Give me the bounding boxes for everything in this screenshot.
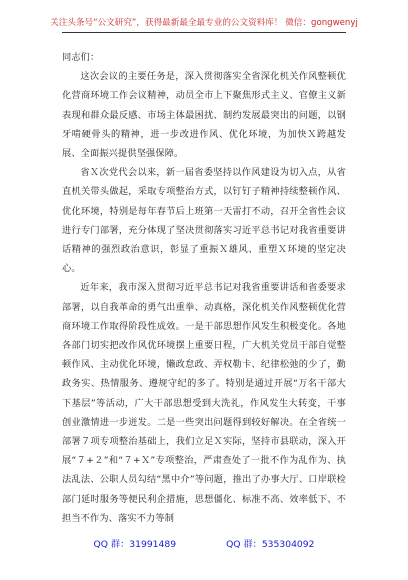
footer-qq-group-1: QQ 群：31991489 (93, 539, 177, 550)
paragraph-1: 这次会议的主要任务是，深入贯彻落实全省深化机关作风整顿优化营商环境工作会议精神，动员全市上下聚焦形式主义、官僚主义新表现和群众最反感、市场主体最困扰、制约发展最突出的问题，以钢牙啃硬骨头的精神，进一步改进作风、优化环境，为加快Ｘ跨越发展、全面振兴提供坚强保障。 (62, 71, 346, 160)
paragraph-2: 省Ｘ次党代会以来，新一届省委坚持以作风建设为切入点，从省直机关带头做起，采取专项整治方式，以钉钉子精神持续整顿作风、优化环境，特别是每年春节后上班第一天雷打不动，召开全省性会议进行专门部署，充分体现了坚决贯彻落实习近平总书记对我省重要讲话精神的强烈政治意识，彰显了重振Ｘ雄风、重塑Ｘ环境的坚定决心。 (62, 167, 346, 275)
salutation: 同志们： (62, 52, 100, 63)
header-banner: 关注头条号“公文研究”，获得最新最全最专业的公文资料库！ 微信：gongwenyj (50, 18, 358, 28)
footer-qq-group-2: QQ 群：535304092 (226, 539, 315, 550)
document-body (62, 48, 346, 528)
header-divider (62, 32, 346, 33)
paragraph-3: 近年来，我市深入贯彻习近平总书记对我省重要讲话和省委要求部署，以自我革命的勇气出重拳、动真格，深化机关作风整顿优化营商环境工作取得阶段性成效。一是干部思想作风发生积极变化。各地各部门切实把改作风优环境摆上重要日程，广大机关党员干部自觉整顿作风、主动优化环境，懒政怠政、弄权勒卡、纪律松弛的少了，勤政务实、热情服务、遵规守纪的多了。特别是通过开展“万名干部大下基层”等活动，广大干部思想受到大洗礼，作风发生大转变，干事创业激情进一步迸发。二是一些突出问题得到较好解决。在全省统一部署７项专项整治基础上，我们立足Ｘ实际，坚持市县联动，深入开展“７+２”和“７+Ｘ”专项整治，严肃查处了一批不作为乱作为、执法乱法、公职人员勾结“黑中介”等问题，推出了办事大厅、口岸联检部门延时服务等便民利企措施，思想僵化、标准不高、效率低下、不担当不作为、落实不力等制 (62, 282, 346, 524)
footer (0, 536, 408, 550)
